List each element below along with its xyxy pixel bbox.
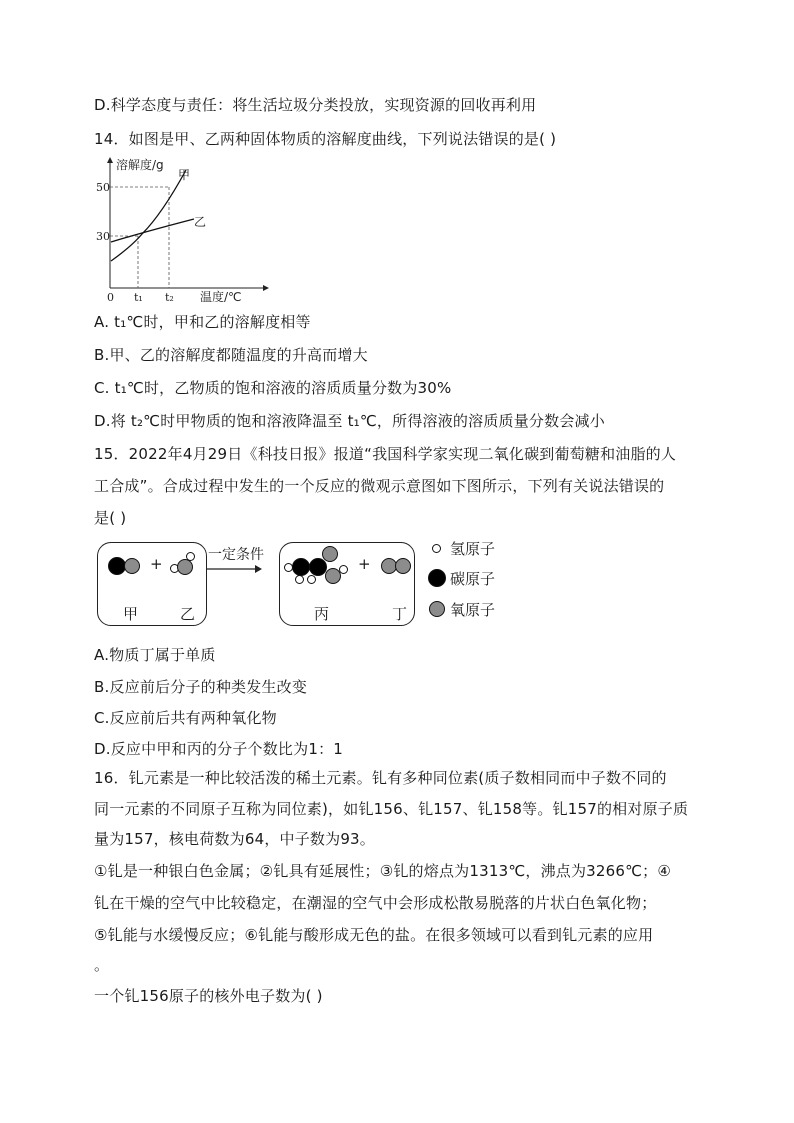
x-axis-label: 温度/℃ [200,290,242,302]
oxygen-atom [429,601,445,617]
reaction-condition: 一定条件 [208,547,264,563]
question-16-paragraph-line-7: 。 [94,956,110,974]
reactants-box [97,542,207,626]
question-16-paragraph-line-2: 同一元素的不同原子互称为同位素)，如钆156、钆157、钆158等。钆157的相对原子质 [94,800,689,818]
question-15-stem-line-3: 是( ) [94,509,127,527]
question-16-paragraph-line-6: ⑤钆能与水缓慢反应；⑥钆能与酸形成无色的盐。在很多领域可以看到钆元素的应用 [94,926,654,944]
reactant-label-jia: 甲 [123,605,139,623]
product-label-ding: 丁 [392,605,408,623]
question-16-question: 一个钆156原子的核外电子数为( ) [94,987,323,1005]
carbon-atom [428,569,446,587]
question-15-stem-line-1: 15．2022年4月29日《科技日报》报道“我国科学家实现二氧化碳到葡萄糖和油脂的人 [94,445,677,463]
question-15-option-c: C.反应前后共有两种氧化物 [94,709,277,727]
question-13-option-d: D.科学态度与责任：将生活垃圾分类投放，实现资源的回收再利用 [94,96,537,114]
plus-sign: + [358,555,371,573]
oxygen-atom [124,558,140,574]
question-14-option-d: D.将 t₂℃时甲物质的饱和溶液降温至 t₁℃，所得溶液的溶质质量分数会减小 [94,412,605,430]
series-jia-label: 甲 [178,168,191,182]
question-14-option-b: B.甲、乙的溶解度都随温度的升高而增大 [94,346,368,364]
legend-label: 氢原子 [450,540,496,558]
x-tick-t2: t₂ [165,291,174,302]
y-tick-30: 30 [96,230,110,243]
question-15-option-a: A.物质丁属于单质 [94,646,216,664]
hydrogen-atom [339,565,348,574]
question-16-paragraph-line-5: 钆在干燥的空气中比较稳定，在潮湿的空气中会形成松散易脱落的片状白色氧化物； [94,894,657,912]
legend-label: 氧原子 [450,601,496,619]
product-label-bing: 丙 [314,605,330,623]
reaction-arrow [207,564,263,574]
carbon-atom [292,558,310,576]
y-tick-50: 50 [96,181,110,194]
question-16-paragraph-line-4: ①钆是一种银白色金属；②钆具有延展性；③钆的熔点为1313℃，沸点为3266℃；④ [94,862,672,880]
question-15-stem-line-2: 工合成”。合成过程中发生的一个反应的微观示意图如下图所示，下列有关说法错误的 [94,477,665,495]
solubility-chart [94,156,274,302]
hydrogen-atom [432,544,441,553]
series-yi-label: 乙 [194,215,207,229]
oxygen-atom [177,559,193,575]
x-tick-t1: t₁ [134,291,143,302]
plus-sign: + [150,555,163,573]
question-16-paragraph-line-3: 量为157，核电荷数为64，中子数为93。 [94,830,376,848]
question-16-paragraph-line-1: 16．钆元素是一种比较活泼的稀土元素。钆有多种同位素(质子数相同而中子数不同的 [94,769,667,787]
legend-label: 碳原子 [450,570,496,588]
origin-label: 0 [107,291,114,302]
oxygen-atom [395,558,411,574]
question-15-option-d: D.反应中甲和丙的分子个数比为1：1 [94,740,344,758]
hydrogen-atom [307,575,316,584]
question-15-option-b: B.反应前后分子的种类发生改变 [94,678,308,696]
oxygen-atom [322,546,338,562]
hydrogen-atom [186,552,195,561]
reactant-label-yi: 乙 [180,605,196,623]
question-14-stem: 14．如图是甲、乙两种固体物质的溶解度曲线，下列说法错误的是( ) [94,130,557,148]
series-jia-curve [111,170,186,261]
products-box [279,542,415,626]
question-14-option-c: C. t₁℃时，乙物质的饱和溶液的溶质质量分数为30% [94,379,452,397]
y-axis-label: 溶解度/g [116,158,164,172]
question-14-option-a: A. t₁℃时，甲和乙的溶解度相等 [94,313,311,331]
hydrogen-atom [295,575,304,584]
